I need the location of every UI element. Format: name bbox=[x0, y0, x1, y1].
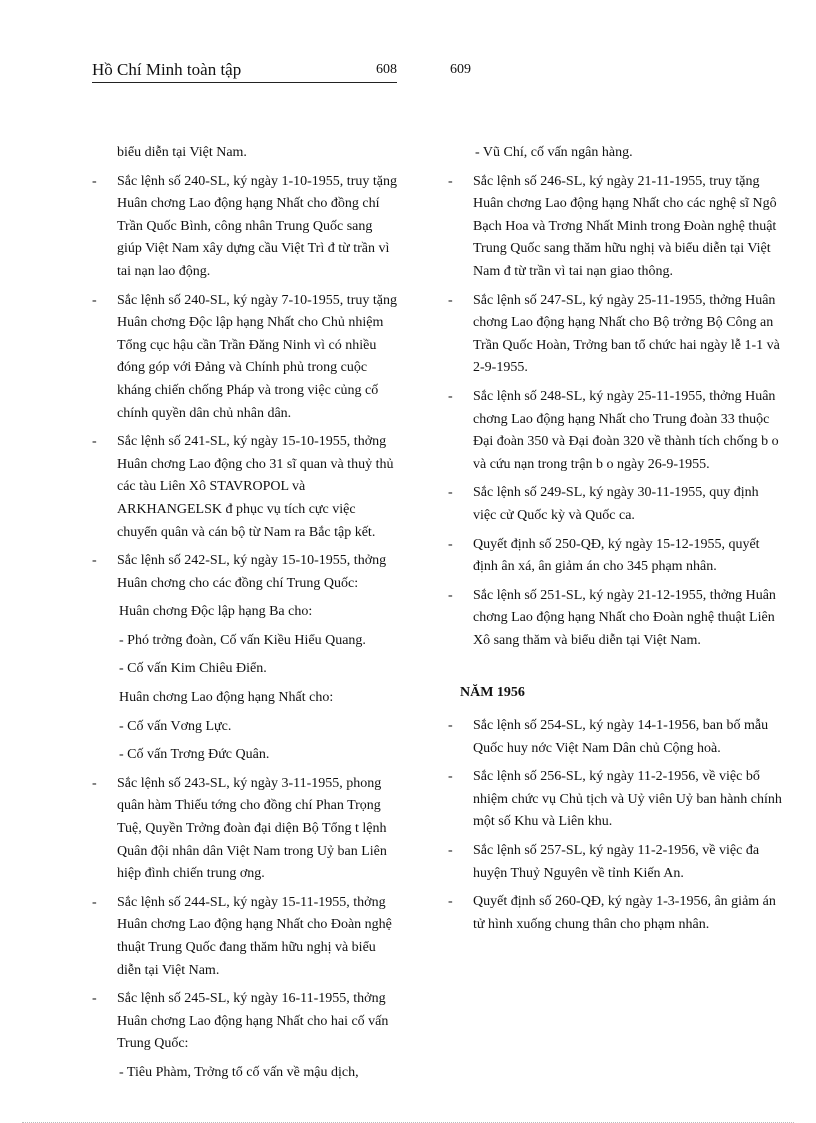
decree-text: Sắc lệnh số 245-SL, ký ngày 16-11-1955, thởng Huân chơng Lao động hạng Nhất cho hai cố vấn Trung Quốc: bbox=[117, 991, 389, 1052]
decree-list-item bbox=[448, 482, 782, 527]
decree-text: Sắc lệnh số 243-SL, ký ngày 3-11-1955, phong quân hàm Thiếu tớng cho đồng chí Phan Trọng Tuệ, Quyền Trởng đoàn đại diện Bộ Tổng t lệnh Quân đội nhân dân Việt Nam trong Uỷ ban Liên hiệp đình chiến trung ơng. bbox=[117, 775, 387, 882]
bullet-dash: - bbox=[448, 894, 453, 910]
decree-list-item bbox=[92, 171, 398, 284]
decree-list-item bbox=[92, 892, 398, 982]
bullet-dash: - bbox=[92, 434, 97, 450]
sub-entry: - Tiêu Phàm, Trởng tổ cố vấn về mậu dịch, bbox=[119, 1064, 359, 1080]
decree-list-item bbox=[448, 534, 782, 579]
decree-text: Sắc lệnh số 257-SL, ký ngày 11-2-1956, về việc đa huyện Thuỷ Nguyên về tỉnh Kiến An. bbox=[473, 843, 760, 881]
decree-list-item bbox=[448, 171, 782, 284]
decree-list-item bbox=[448, 766, 782, 834]
decree-text: Sắc lệnh số 248-SL, ký ngày 25-11-1955, thởng Huân chơng Lao động hạng Nhất cho Trung đoàn 33 thuộc Đại đoàn 350 và Đại đoàn 320 về thành tích chống b o và cứu nạn trong trận b o ngày 26-9-1955. bbox=[473, 388, 779, 472]
decree-text: Sắc lệnh số 247-SL, ký ngày 25-11-1955, thởng Huân chơng Lao động hạng Nhất cho Bộ trởng Bộ Công an Trần Quốc Hoàn, Trởng ban tổ chức hai ngày lễ 1-1 và 2-9-1955. bbox=[473, 292, 780, 376]
sub-entry: - Cố vấn Kim Chiêu Điển. bbox=[119, 661, 267, 677]
decree-list-item bbox=[92, 773, 398, 886]
left-column bbox=[92, 142, 398, 1091]
running-header bbox=[92, 60, 397, 83]
book-title: Hồ Chí Minh toàn tập bbox=[92, 60, 242, 79]
bullet-dash: - bbox=[448, 485, 453, 501]
decree-list-item bbox=[448, 585, 782, 653]
bullet-dash: - bbox=[448, 388, 453, 404]
decree-text: Sắc lệnh số 251-SL, ký ngày 21-12-1955, thởng Huân chơng Lao động hạng Nhất cho Đoàn nghệ thuật Liên Xô sang thăm và biểu diễn tại Việt Nam. bbox=[473, 587, 776, 648]
bullet-dash: - bbox=[448, 769, 453, 785]
bullet-dash: - bbox=[92, 292, 97, 308]
page-number-left: 608 bbox=[376, 62, 397, 77]
continuation-text: biểu diễn tại Việt Nam. bbox=[117, 145, 247, 160]
year-heading: NĂM 1956 bbox=[460, 685, 525, 701]
decree-list-item bbox=[92, 550, 398, 595]
bullet-dash: - bbox=[92, 553, 97, 569]
decree-text: Sắc lệnh số 241-SL, ký ngày 15-10-1955, thởng Huân chơng Lao động cho 31 sĩ quan và thuỷ thủ các tàu Liên Xô STAVROPOL và ARKHANGELSK đ phục vụ tích cực việc chuyển quân và cán bộ từ Nam ra Bắc tập kết. bbox=[117, 434, 394, 540]
decree-list-item bbox=[92, 431, 398, 544]
decree-text: Sắc lệnh số 240-SL, ký ngày 1-10-1955, truy tặng Huân chơng Lao động hạng Nhất cho đồng chí Trần Quốc Bình, công nhân Trung Quốc sang giúp Việt Nam xây dựng cầu Việt Trì đ từ trần vì tai nạn lao động. bbox=[117, 173, 397, 279]
decree-list-item bbox=[448, 891, 782, 936]
bullet-dash: - bbox=[448, 173, 453, 189]
page-number-right: 609 bbox=[450, 62, 471, 77]
bullet-dash: - bbox=[92, 894, 97, 910]
bullet-dash: - bbox=[448, 292, 453, 308]
decree-text: Sắc lệnh số 242-SL, ký ngày 15-10-1955, thởng Huân chơng cho các đồng chí Trung Quốc: bbox=[117, 553, 387, 591]
decree-text: Sắc lệnh số 246-SL, ký ngày 21-11-1955, truy tặng Huân chơng Lao động hạng Nhất cho các nghệ sĩ Ngô Bạch Hoa và Trơng Nhất Minh trong Đoàn nghệ thuật Trung Quốc sang thăm hữu nghị và biểu diễn tại Việt Nam đ từ trần vì tai nạn giao thông. bbox=[473, 173, 777, 279]
decree-list-item bbox=[448, 386, 782, 476]
bullet-dash: - bbox=[92, 775, 97, 791]
sub-entry: Huân chơng Lao động hạng Nhất cho: bbox=[119, 690, 334, 706]
sub-entry: - Cố vấn Vơng Lực. bbox=[119, 718, 232, 734]
bullet-dash: - bbox=[448, 587, 453, 603]
decree-text: Quyết định số 260-QĐ, ký ngày 1-3-1956, ân giảm án tử hình xuống chung thân cho phạm nhân. bbox=[473, 894, 776, 932]
sub-entry: Huân chơng Độc lập hạng Ba cho: bbox=[119, 604, 313, 620]
decree-list-item bbox=[92, 988, 398, 1056]
decree-text: Quyết định số 250-QĐ, ký ngày 15-12-1955, quyết định ân xá, ân giảm án cho 345 phạm nhân. bbox=[473, 536, 760, 575]
decree-list-item bbox=[92, 290, 398, 426]
decree-list-item bbox=[448, 715, 782, 760]
decree-text: Sắc lệnh số 244-SL, ký ngày 15-11-1955, thởng Huân chơng Lao động hạng Nhất cho Đoàn nghệ thuật Trung Quốc đang thăm hữu nghị và biểu diễn tại Việt Nam. bbox=[117, 894, 392, 978]
right-column bbox=[448, 142, 782, 942]
sub-entry: - Cố vấn Trơng Đức Quân. bbox=[119, 747, 270, 763]
decree-text: Sắc lệnh số 254-SL, ký ngày 14-1-1956, ban bố mẫu Quốc huy nớc Việt Nam Dân chủ Cộng hoà. bbox=[473, 718, 769, 756]
bullet-dash: - bbox=[92, 173, 97, 189]
decree-text: Sắc lệnh số 240-SL, ký ngày 7-10-1955, truy tặng Huân chơng Độc lập hạng Nhất cho Chủ nhiệm Tổng cục hậu cần Trần Đăng Ninh vì có nhiều đóng góp với Đảng và Chính phủ trong cuộc kháng chiến chống Pháp và trong việc củng cố chính quyền dân chủ nhân dân. bbox=[117, 292, 397, 421]
decree-list-item bbox=[448, 290, 782, 380]
bullet-dash: - bbox=[92, 991, 97, 1007]
decree-text: Sắc lệnh số 256-SL, ký ngày 11-2-1956, về việc bổ nhiệm chức vụ Chủ tịch và Uỷ viên Uỷ ban hành chính một số Khu và Liên khu. bbox=[473, 769, 782, 830]
sub-entry: - Phó trởng đoàn, Cố vấn Kiều Hiểu Quang. bbox=[119, 632, 366, 648]
bullet-dash: - bbox=[448, 536, 453, 552]
decree-text: Sắc lệnh số 249-SL, ký ngày 30-11-1955, quy định việc cử Quốc kỳ và Quốc ca. bbox=[473, 485, 759, 523]
sub-entry: - Vũ Chí, cố vấn ngân hàng. bbox=[475, 145, 633, 160]
bullet-dash: - bbox=[448, 843, 453, 859]
bullet-dash: - bbox=[448, 718, 453, 734]
decree-list-item bbox=[448, 840, 782, 885]
